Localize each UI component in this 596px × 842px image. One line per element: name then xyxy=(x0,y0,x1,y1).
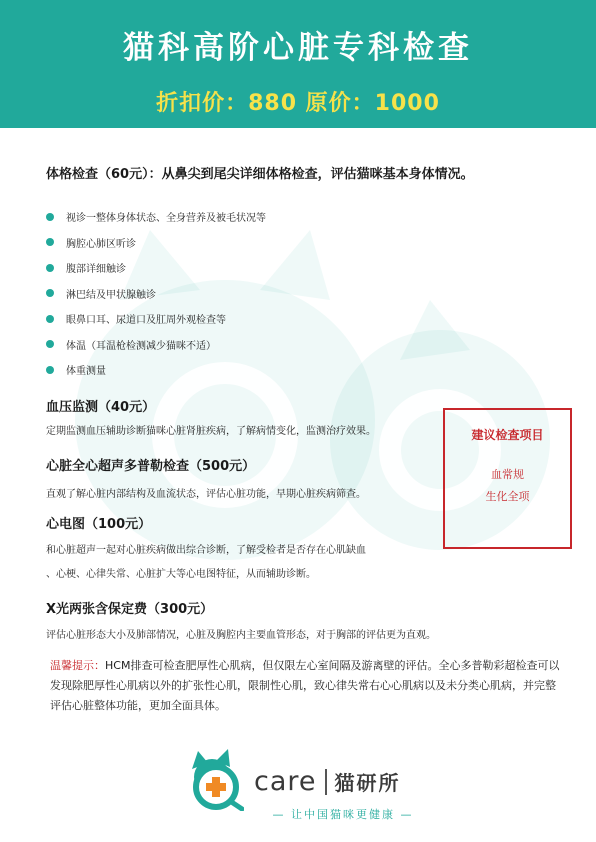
list-item: 体温（耳温枪检测减少猫咪不适） xyxy=(46,332,266,358)
bullet-dot-icon xyxy=(46,315,54,323)
list-item: 腹部详细触诊 xyxy=(46,255,266,281)
bullet-dot-icon xyxy=(46,366,54,374)
bullet-dot-icon xyxy=(46,264,54,272)
brand-cn: 猫研所 xyxy=(334,771,401,795)
cat-logo-icon xyxy=(186,747,244,811)
price-line: 折扣价：880 原价：1000 xyxy=(156,91,440,116)
xray-title: X光两张含保定费（300元） xyxy=(46,602,214,617)
recommendation-item: 生化全项 xyxy=(485,490,530,503)
list-item: 胸腔心肺区听诊 xyxy=(46,230,266,256)
tip-text: HCM排查可检查肥厚性心肌病，但仅限左心室间隔及游离壁的评估。全心多普勒彩超检查可以发现除肥厚性心肌病以外的扩张性心肌，限制性心肌，致心律失常右心心肌病以及未分类心肌病，并完整评估心脏整体功能，更加全面具体。 xyxy=(50,659,560,712)
list-item: 淋巴结及甲状腺触诊 xyxy=(46,281,266,307)
blood-pressure-desc: 定期监测血压辅助诊断猫咪心脏肾脏疾病，了解病情变化，监测治疗效果。 xyxy=(46,426,376,437)
physical-exam-list xyxy=(46,204,266,383)
ecg-desc-line2: 、心梗、心律失常、心脏扩大等心电图特征，从而辅助诊断。 xyxy=(46,569,316,580)
header-banner xyxy=(0,0,596,128)
ultrasound-title: 心脏全心超声多普勒检查（500元） xyxy=(46,459,256,474)
tip-paragraph xyxy=(50,656,560,716)
ecg-title: 心电图（100元） xyxy=(46,517,152,532)
physical-exam-title: 体格检查（60元）：从鼻尖到尾尖详细体格检查，评估猫咪基本身体情况。 xyxy=(46,167,474,182)
list-item: 体重测量 xyxy=(46,357,266,383)
ultrasound-desc: 直观了解心脏内部结构及血流状态，评估心脏功能，早期心脏疾病筛查。 xyxy=(46,489,366,500)
ecg-desc-line1: 和心脏超声一起对心脏疾病做出综合诊断，了解受检者是否存在心肌缺血 xyxy=(46,545,366,556)
page-title: 猫科高阶心脏专科检查 xyxy=(123,30,473,66)
recommendation-box xyxy=(443,408,572,549)
bullet-dot-icon xyxy=(46,238,54,246)
brand-logo xyxy=(254,766,401,797)
recommendation-title: 建议检查项目 xyxy=(471,428,544,442)
slogan: — 让中国猫咪更健康 — xyxy=(272,808,414,821)
recommendation-item: 血常规 xyxy=(491,468,524,481)
brand-divider xyxy=(325,769,327,795)
bullet-dot-icon xyxy=(46,340,54,348)
bullet-dot-icon xyxy=(46,289,54,297)
xray-desc: 评估心脏形态大小及肺部情况，心脏及胸腔内主要血管形态，对于胸部的评估更为直观。 xyxy=(46,630,436,641)
list-item: 眼鼻口耳、尿道口及肛周外观检查等 xyxy=(46,306,266,332)
list-item: 视诊一整体身体状态、全身营养及被毛状况等 xyxy=(46,204,266,230)
tip-label: 温馨提示： xyxy=(50,659,105,672)
brand-en: care xyxy=(254,766,317,797)
bullet-dot-icon xyxy=(46,213,54,221)
blood-pressure-title: 血压监测（40元） xyxy=(46,400,156,415)
